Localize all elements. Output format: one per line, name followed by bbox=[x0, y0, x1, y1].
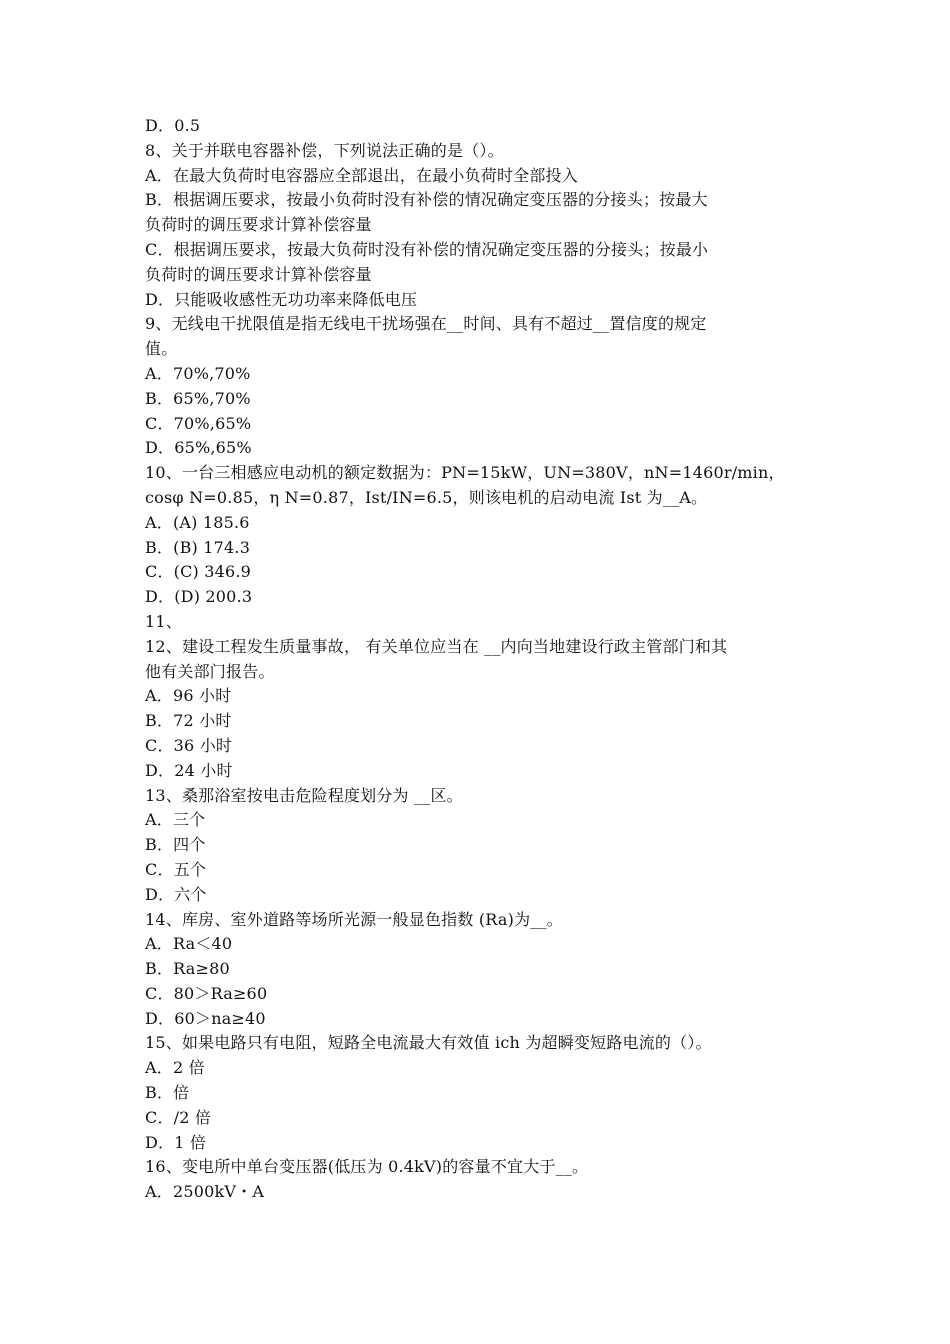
option-c-q8-continued: 负荷时的调压要求计算补偿容量 bbox=[145, 264, 372, 284]
option-b-q8: B．根据调压要求，按最小负荷时没有补偿的情况确定变压器的分接头；按最大 bbox=[145, 190, 708, 210]
option-a-q13: A．三个 bbox=[145, 810, 206, 830]
option-c-q12: C．36 小时 bbox=[145, 735, 233, 755]
option-d-q15: D．1 倍 bbox=[145, 1132, 207, 1152]
question-16: 16、变电所中单台变压器(低压为 0.4kV)的容量不宜大于__。 bbox=[145, 1157, 589, 1177]
option-a-q14: A．Ra＜40 bbox=[145, 934, 233, 954]
option-b-q13: B．四个 bbox=[145, 835, 206, 855]
option-b-q12: B．72 小时 bbox=[145, 711, 232, 731]
question-12: 12、建设工程发生质量事故， 有关单位应当在 __内向当地建设行政主管部门和其 bbox=[145, 636, 728, 656]
option-c-q9: C．70%,65% bbox=[145, 413, 252, 433]
question-9: 9、无线电干扰限值是指无线电干扰场强在__时间、具有不超过__置信度的规定 bbox=[145, 314, 707, 334]
option-b-q15: B．倍 bbox=[145, 1083, 190, 1103]
option-c-q10: C．(C) 346.9 bbox=[145, 562, 252, 582]
option-a-q9: A．70%,70% bbox=[145, 363, 251, 383]
option-c-q8: C．根据调压要求，按最大负荷时没有补偿的情况确定变压器的分接头；按最小 bbox=[145, 239, 709, 259]
option-d-q14: D．60＞na≥40 bbox=[145, 1008, 266, 1028]
option-b-q9: B．65%,70% bbox=[145, 388, 251, 408]
option-c-q15: C．/2 倍 bbox=[145, 1107, 212, 1127]
option-a-q10: A．(A) 185.6 bbox=[145, 512, 250, 532]
question-10-continued: cosφ N=0.85，η N=0.87，Ist/IN=6.5，则该电机的启动电流 Ist 为__A。 bbox=[145, 487, 708, 507]
option-b-q10: B．(B) 174.3 bbox=[145, 537, 251, 557]
option-b-q14: B．Ra≥80 bbox=[145, 959, 230, 979]
question-11: 11、 bbox=[145, 611, 182, 631]
option-a-q16: A．2500kV・A bbox=[145, 1182, 265, 1202]
option-a-q12: A．96 小时 bbox=[145, 686, 232, 706]
option-d-q10: D．(D) 200.3 bbox=[145, 587, 253, 607]
option-d-q9: D．65%,65% bbox=[145, 438, 252, 458]
question-9-continued: 值。 bbox=[145, 339, 178, 359]
question-10: 10、一台三相感应电动机的额定数据为：PN=15kW，UN=380V，nN=1460r/min， bbox=[145, 463, 785, 483]
question-14: 14、库房、室外道路等场所光源一般显色指数 (Ra)为__。 bbox=[145, 909, 563, 929]
option-d-q7: D．0.5 bbox=[145, 116, 201, 135]
option-d-q8: D．只能吸收感性无功功率来降低电压 bbox=[145, 289, 418, 309]
option-c-q13: C．五个 bbox=[145, 859, 207, 879]
option-d-q13: D．六个 bbox=[145, 884, 207, 904]
question-12-continued: 他有关部门报告。 bbox=[145, 661, 275, 681]
option-a-q15: A．2 倍 bbox=[145, 1058, 205, 1078]
option-d-q12: D．24 小时 bbox=[145, 760, 233, 780]
question-8: 8、关于并联电容器补偿，下列说法正确的是（）。 bbox=[145, 140, 504, 160]
question-15: 15、如果电路只有电阻，短路全电流最大有效值 ich 为超瞬变短路电流的（）。 bbox=[145, 1033, 712, 1053]
page-body bbox=[145, 114, 810, 1205]
option-c-q14: C．80＞Ra≥60 bbox=[145, 983, 268, 1003]
question-13: 13、桑那浴室按电击危险程度划分为 __区。 bbox=[145, 785, 463, 805]
option-b-q8-continued: 负荷时的调压要求计算补偿容量 bbox=[145, 215, 372, 235]
option-a-q8: A．在最大负荷时电容器应全部退出，在最小负荷时全部投入 bbox=[145, 165, 578, 185]
